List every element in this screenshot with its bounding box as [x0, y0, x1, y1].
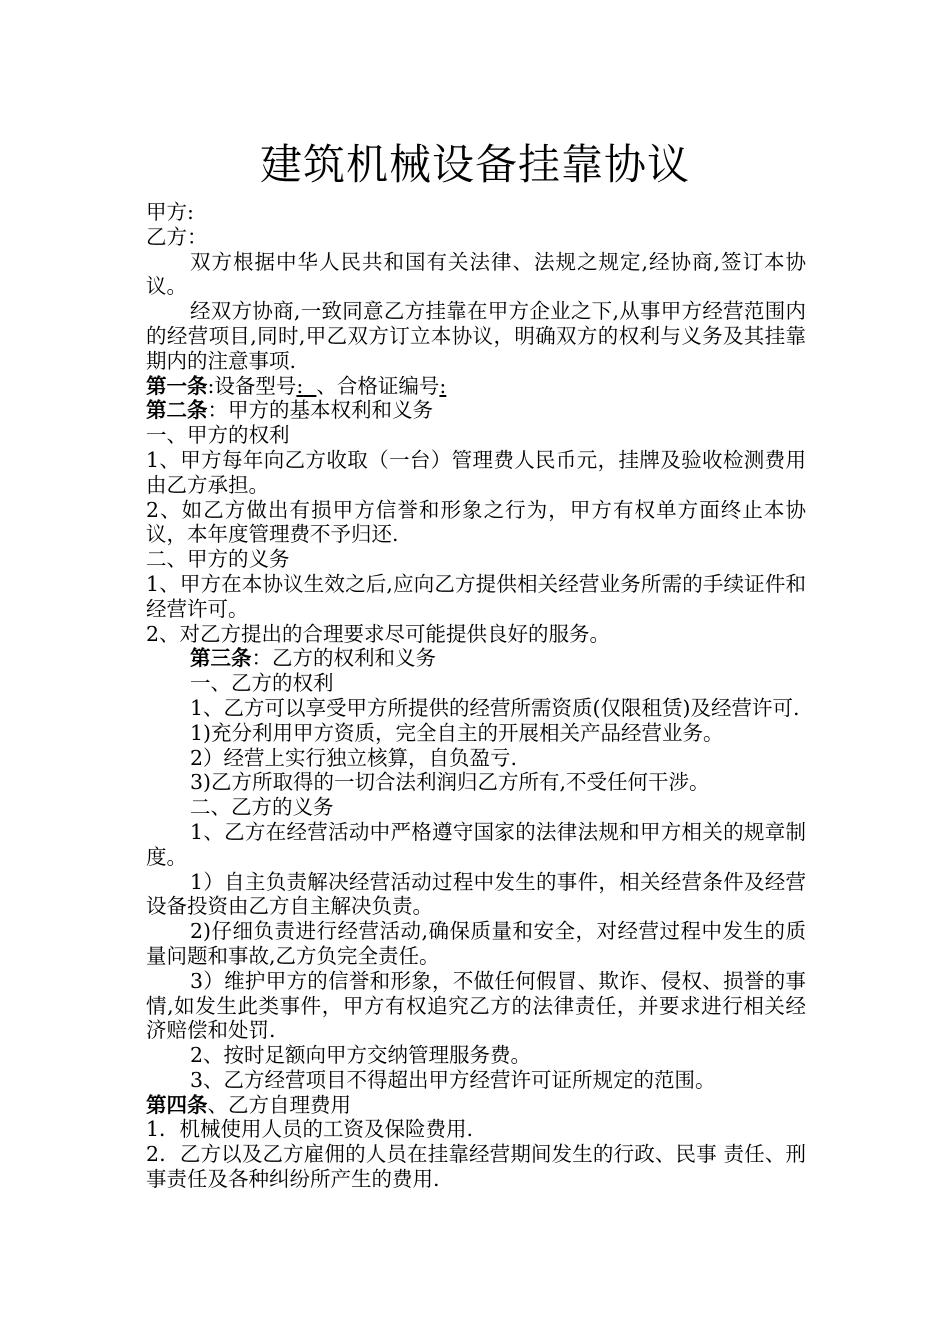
section-heading: 一、甲方的权利: [146, 423, 290, 448]
article-2-title: ：甲方的基本权利和义务: [207, 398, 433, 423]
clause: 2、对乙方提出的合理要求尽可能提供良好的服务。: [146, 621, 611, 646]
article-1: [146, 374, 806, 399]
clause: 1、乙方在经营活动中严格遵守国家的法律法规和甲方相关的规章制度。: [146, 819, 806, 869]
clause: 1、甲方每年向乙方收取（一台）管理费人民币元，挂牌及验收检测费用由乙方承担。: [146, 447, 806, 497]
intro-paragraph: 双方根据中华人民共和国有关法律、法规之规定,经协商,签订本协议。: [146, 249, 806, 299]
clause: 2、按时足额向甲方交纳管理服务费。: [190, 1043, 532, 1068]
clause: 2、如乙方做出有损甲方信誉和形象之行为，甲方有权单方面终止本协议，本年度管理费不予归还.: [146, 497, 806, 547]
party-a-line: 甲方:: [146, 200, 194, 224]
document-body: [146, 200, 806, 1192]
sub-clause: 1）自主负责解决经营活动过程中发生的事件，相关经营条件及经营设备投资由乙方自主解决负责。: [146, 869, 806, 919]
cert-blank: :: [439, 373, 447, 398]
model-label: :设备型号: [207, 373, 297, 398]
section-heading: 二、乙方的义务: [190, 795, 334, 820]
section-heading: 一、乙方的权利: [190, 671, 334, 696]
clause: 3、乙方经营项目不得超出甲方经营许可证所规定的范围。: [190, 1067, 716, 1092]
cert-label: 、合格证编号: [316, 373, 440, 398]
party-b-line: 乙方：: [146, 224, 208, 249]
article-3-heading: 第三条: [190, 646, 252, 671]
article-4: [146, 1093, 806, 1118]
sub-clause: 1)充分利用甲方资质，完全自主的开展相关产品经营业务。: [190, 720, 724, 745]
sub-clause: 3）维护甲方的信誉和形象，不做任何假冒、欺诈、侵权、损誉的事情,如发生此类事件，甲方有权追究乙方的法律责任，并要求进行相关经济赔偿和处罚.: [146, 968, 806, 1043]
article-2: [146, 398, 806, 423]
article-3: [146, 646, 806, 671]
article-4-title: 、乙方自理费用: [207, 1092, 351, 1117]
clause: 1、甲方在本协议生效之后,应向乙方提供相关经营业务所需的手续证件和经营许可。: [146, 571, 806, 621]
sub-clause: 2）经营上实行独立核算，自负盈亏.: [190, 745, 518, 770]
article-3-title: ：乙方的权利和义务: [251, 646, 436, 671]
clause: 2．乙方以及乙方雇佣的人员在挂靠经营期间发生的行政、民事 责任、刑事责任及各种纠纷所产生的费用.: [146, 1142, 806, 1192]
clause: 1．机械使用人员的工资及保险费用.: [146, 1117, 474, 1142]
model-blank: :: [296, 373, 304, 398]
intro-paragraph: 经双方协商,一致同意乙方挂靠在甲方企业之下,从事甲方经营范围内的经营项目,同时,甲乙双方订立本协议，明确双方的权利与义务及其挂靠期内的注意事项.: [146, 299, 806, 373]
article-1-heading: 第一条: [146, 373, 208, 398]
sub-clause: 2)仔细负责进行经营活动,确保质量和安全，对经营过程中发生的质量问题和事故,乙方负完全责任。: [146, 919, 806, 968]
article-2-heading: 第二条: [146, 398, 208, 423]
document-title: 建筑机械设备挂靠协议: [259, 140, 690, 189]
section-heading: 二、甲方的义务: [146, 547, 290, 572]
clause: 1、乙方可以享受甲方所提供的经营所需资质(仅限租赁)及经营许可.: [190, 695, 800, 720]
sub-clause: 3)乙方所取得的一切合法利润归乙方所有,不受任何干涉。: [190, 770, 710, 795]
article-4-heading: 第四条: [146, 1092, 208, 1117]
